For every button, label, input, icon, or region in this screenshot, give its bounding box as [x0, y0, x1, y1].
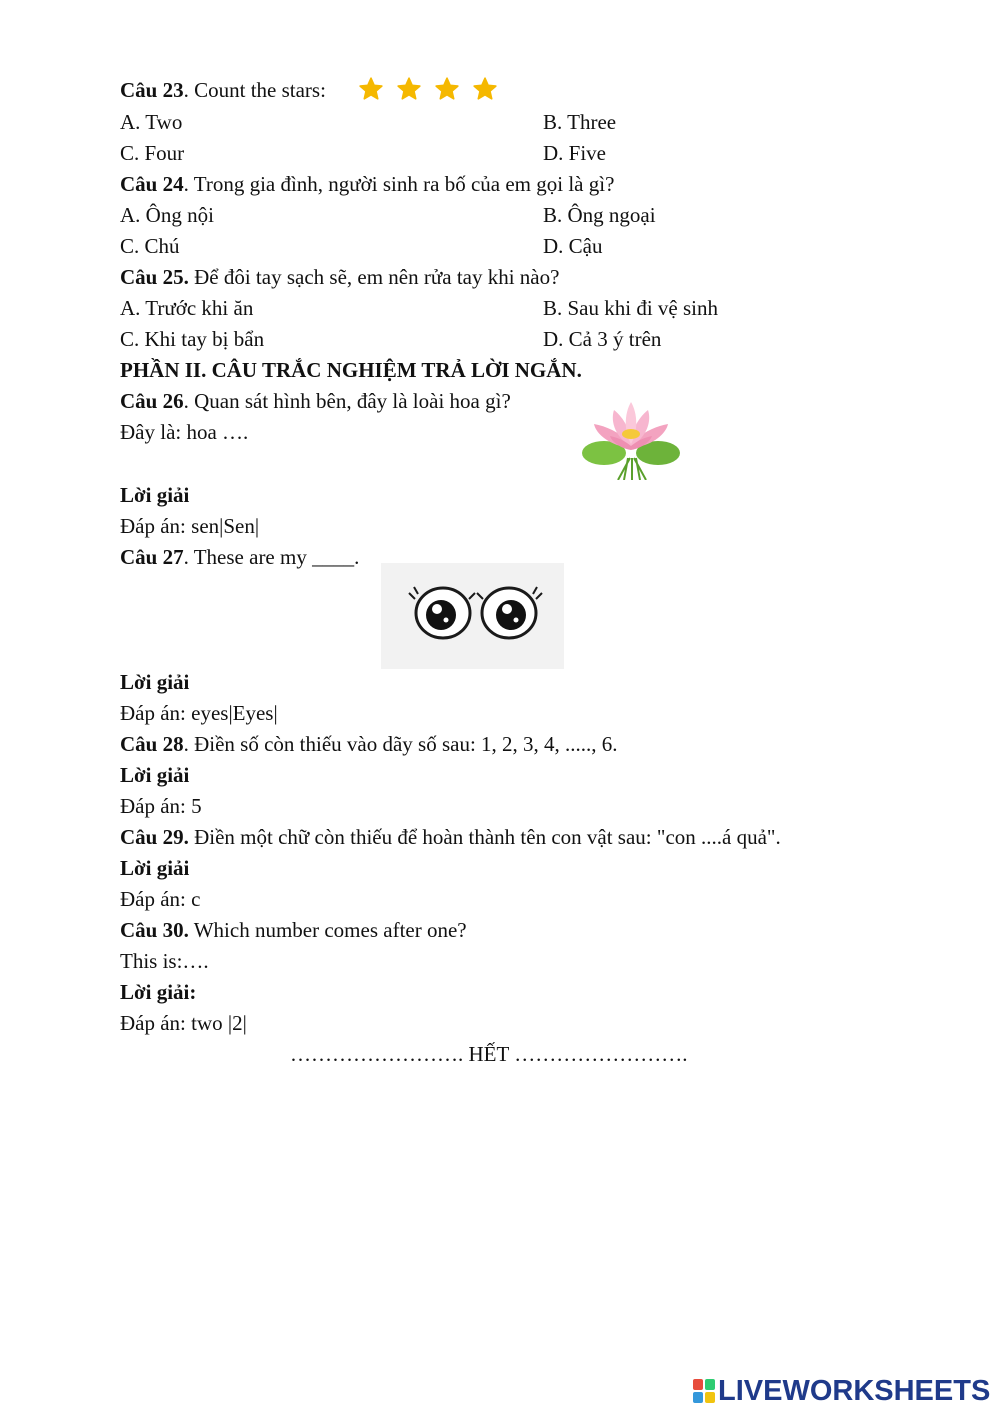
- solution-label-text: Lời giải:: [120, 980, 197, 1004]
- question-label: Câu 23: [120, 78, 184, 102]
- solution-label-text: Lời giải: [120, 763, 190, 787]
- question-24: [120, 170, 614, 198]
- option-c: C. Chú: [120, 234, 180, 258]
- question-text: . Quan sát hình bên, đây là loài hoa gì?: [183, 389, 511, 413]
- question-label: Câu 30.: [120, 918, 189, 942]
- question-text: . Điền số còn thiếu vào dãy số sau: 1, 2, 3, 4, ....., 6.: [183, 732, 618, 756]
- question-label: Câu 27: [120, 545, 184, 569]
- question-text: . These are my ____.: [183, 545, 360, 569]
- option-d: D. Cả 3 ý trên: [543, 327, 662, 351]
- question-text: Để đôi tay sạch sẽ, em nên rửa tay khi nào?: [188, 265, 560, 289]
- question-text: . Count the stars:: [183, 78, 326, 102]
- question-25: [120, 263, 559, 291]
- question-23: [120, 76, 326, 104]
- answer-text: Đáp án: 5: [120, 794, 202, 818]
- liveworksheets-logo: [693, 1376, 990, 1406]
- option-d: D. Cậu: [543, 234, 603, 258]
- solution-label-text: Lời giải: [120, 670, 190, 694]
- option-a: A. Ông nội: [120, 203, 214, 227]
- option-d: D. Five: [543, 141, 606, 165]
- eyes-image: [381, 563, 564, 669]
- lotus-flower-image: [580, 398, 682, 480]
- option-b: B. Sau khi đi vệ sinh: [543, 296, 719, 320]
- option-c: C. Four: [120, 141, 185, 165]
- option-a: A. Trước khi ăn: [120, 296, 254, 320]
- logo-mark-icon: [693, 1379, 715, 1403]
- solution-label-text: Lời giải: [120, 483, 190, 507]
- solution-label: [120, 481, 189, 509]
- option-b: B. Ông ngoại: [543, 203, 656, 227]
- question-text: Which number comes after one?: [188, 918, 467, 942]
- question-29: [120, 823, 781, 851]
- star-icon: [396, 76, 422, 102]
- question-27: [120, 543, 359, 571]
- answer-text: Đáp án: sen|Sen|: [120, 514, 260, 538]
- solution-label: [120, 761, 189, 789]
- logo-text: LIVEWORKSHEETS: [718, 1374, 991, 1407]
- solution-label-text: Lời giải: [120, 856, 190, 880]
- section-heading-text: PHẦN II. CÂU TRẮC NGHIỆM TRẢ LỜI NGẮN.: [120, 358, 582, 382]
- stars-image: [358, 76, 510, 104]
- option-a: A. Two: [120, 110, 183, 134]
- question-28: [120, 730, 618, 758]
- solution-label: [120, 978, 196, 1006]
- question-label: Câu 28: [120, 732, 184, 756]
- section-heading: [120, 356, 582, 384]
- answer-text: Đáp án: two |2|: [120, 1011, 247, 1035]
- star-icon: [358, 76, 384, 102]
- answer-prompt: Đây là: hoa ….: [120, 420, 249, 444]
- question-text: Điền một chữ còn thiếu để hoàn thành tên con vật sau: "con ....á quả".: [188, 825, 781, 849]
- option-c: C. Khi tay bị bẩn: [120, 327, 265, 351]
- end-marker: ……………………. HẾT …………………….: [290, 1042, 688, 1066]
- answer-text: Đáp án: c: [120, 887, 201, 911]
- answer-text: Đáp án: eyes|Eyes|: [120, 701, 278, 725]
- question-26: [120, 387, 511, 415]
- solution-label: [120, 668, 189, 696]
- question-text: . Trong gia đình, người sinh ra bố của em gọi là gì?: [183, 172, 615, 196]
- question-label: Câu 26: [120, 389, 184, 413]
- answer-prompt: This is:….: [120, 949, 209, 973]
- question-label: Câu 25.: [120, 265, 189, 289]
- question-label: Câu 29.: [120, 825, 189, 849]
- question-label: Câu 24: [120, 172, 184, 196]
- question-30: [120, 916, 467, 944]
- option-b: B. Three: [543, 110, 617, 134]
- solution-label: [120, 854, 189, 882]
- star-icon: [434, 76, 460, 102]
- star-icon: [472, 76, 498, 102]
